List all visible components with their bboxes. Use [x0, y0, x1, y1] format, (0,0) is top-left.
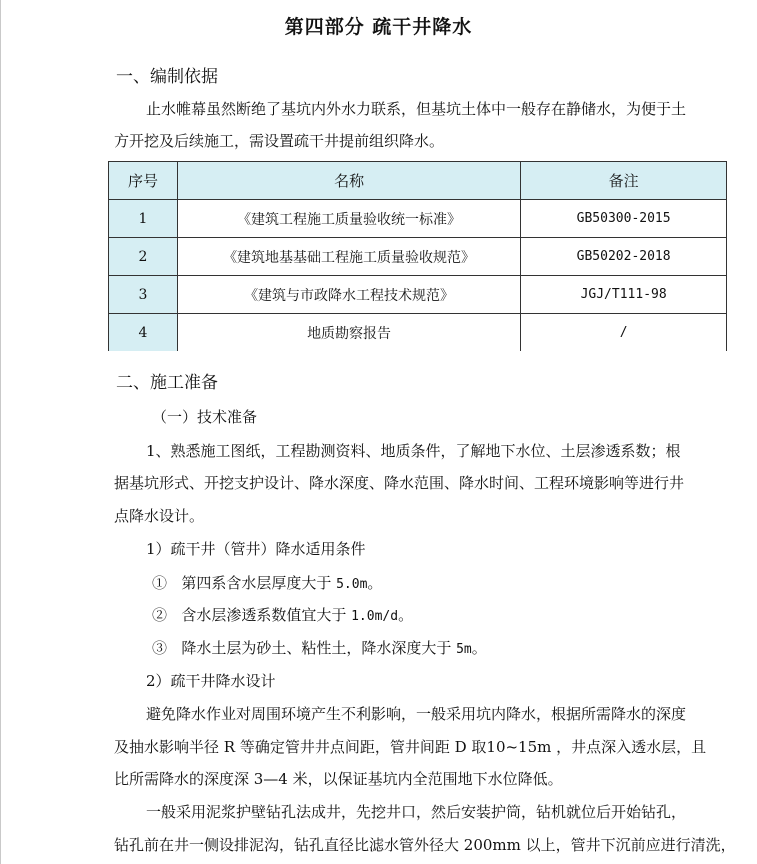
row-number: 4	[109, 314, 178, 352]
row-name: 《建筑工程施工质量验收统一标准》	[177, 200, 520, 238]
row-name: 地质勘察报告	[177, 314, 520, 352]
item1-line-1: 1、熟悉施工图纸，工程勘测资料、地质条件，了解地下水位、土层渗透系数；根	[146, 442, 681, 460]
drilling-line-2: 钻孔前在井一侧设排泥沟，钻孔直径比滤水管外径大 200mm 以上，管井下沉前应进行清洗，	[114, 836, 736, 854]
design-line-1: 避免降水作业对周围环境产生不利影响，一般采用坑内降水，根据所需降水的深度	[146, 705, 687, 723]
row-number: 1	[109, 200, 178, 238]
condition-text: 含水层渗透系数值宜大于	[181, 606, 352, 624]
row-number: 3	[109, 276, 178, 314]
condition-item	[152, 637, 487, 658]
row-number: 2	[109, 238, 178, 276]
row-name: 《建筑地基基础工程施工质量验收规范》	[177, 238, 520, 276]
condition-marker: ①	[152, 574, 168, 592]
row-name: 《建筑与市政降水工程技术规范》	[177, 276, 520, 314]
table-row	[109, 200, 727, 238]
row-note: /	[521, 314, 727, 352]
condition-end: 。	[367, 574, 383, 592]
column-header-name: 名称	[177, 162, 520, 200]
condition-value: 5.0m	[336, 577, 368, 592]
section-heading-preparation: 二、施工准备	[116, 373, 218, 393]
page-left-border	[0, 0, 1, 864]
condition-text: 降水土层为砂土、粘性土，降水深度大于	[181, 639, 457, 657]
page-title: 第四部分 疏干井降水	[284, 16, 473, 38]
subheading-technical-preparation: （一）技术准备	[152, 408, 258, 426]
row-note: GB50300-2015	[521, 200, 727, 238]
basis-paragraph-line-2: 方开挖及后续施工，需设置疏干井提前组织降水。	[114, 132, 445, 150]
condition-value: 1.0m/d	[351, 609, 399, 624]
row-note: GB50202-2018	[521, 238, 727, 276]
row-note: JGJ/T111-98	[521, 276, 727, 314]
table-row	[109, 314, 727, 352]
item1-line-3: 点降水设计。	[114, 507, 205, 525]
item1-line-2: 据基坑形式、开挖支护设计、降水深度、降水范围、降水时间、工程环境影响等进行井	[114, 474, 685, 492]
table-row	[109, 276, 727, 314]
design-line-2: 及抽水影响半径 R 等确定管井井点间距，管井间距 D 取10~15m ，井点深入透水层，且	[114, 738, 707, 756]
section-heading-basis: 一、编制依据	[116, 67, 218, 87]
reference-table	[108, 161, 727, 351]
design-line-3: 比所需降水的深度深 3—4 米，以保证基坑内全范围地下水位降低。	[114, 770, 563, 788]
table-header-row	[109, 162, 727, 200]
condition-item	[152, 572, 382, 593]
condition-value: 5m	[456, 642, 472, 657]
condition-marker: ②	[152, 606, 168, 624]
column-header-note: 备注	[521, 162, 727, 200]
basis-paragraph-line-1: 止水帷幕虽然断绝了基坑内外水力联系，但基坑土体中一般存在静储水，为便于土	[146, 100, 687, 118]
design-title: 2）疏干井降水设计	[146, 672, 276, 690]
condition-item	[152, 604, 413, 625]
condition-end: 。	[398, 606, 414, 624]
column-header-no: 序号	[109, 162, 178, 200]
conditions-title: 1）疏干井（管井）降水适用条件	[146, 540, 366, 558]
drilling-line-1: 一般采用泥浆护壁钻孔法成井，先挖井口，然后安装护筒，钻机就位后开始钻孔，	[146, 803, 687, 821]
condition-end: 。	[471, 639, 487, 657]
condition-marker: ③	[152, 639, 168, 657]
condition-text: 第四系含水层厚度大于	[181, 574, 337, 592]
table-row	[109, 238, 727, 276]
